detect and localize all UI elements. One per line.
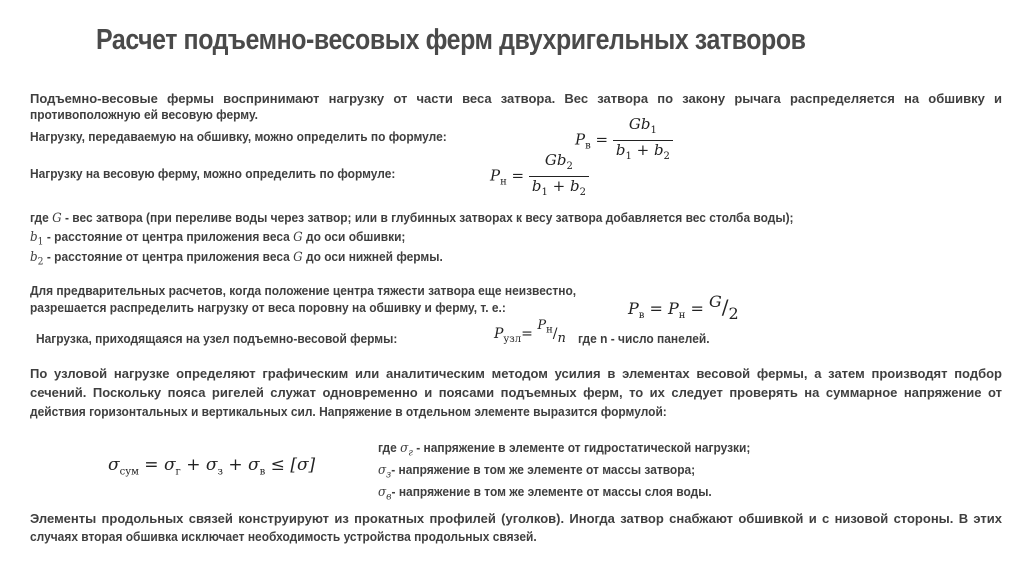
formula-sigma-sum: $\sigma_{сум} = \sigma_г + \sigma_з + \sigma_в \le [\sigma]$ [108,455,316,478]
intro-line-1: Подъемно-весовые фермы воспринимают нагрузку от части веса затвора. Вес затвора по закону рычага распределяется на обшивку и [30,91,1002,106]
formula-pv-caption: Нагрузку, передаваемую на обшивку, можно определить по формуле: [30,129,447,144]
sigma-z-definition: $\sigma_з-$ напряжение в том же элементе от массы затвора; [378,462,696,481]
stress-line-1: По узловой нагрузке определяют графическим или аналитическим методом усилия в элементах весовой фермы, а затем производят подбор [30,366,1002,381]
definition-g: где G - вес затвора (при переливе воды через затвор; или в глубинных затворах к весу затвора добавляется вес столба воды); [30,210,794,226]
bracing-line-2: случаях вторая обшивка исключает необходимость устройства продольных связей. [30,529,537,544]
formula-node: $P_{узл}= P_н/n$ [494,318,566,346]
formula-pn-caption: Нагрузку на весовую ферму, можно определить по формуле: [30,166,396,181]
page-title: Расчет подъемно-весовых ферм двухригельных затворов [96,24,806,56]
bracing-line-1: Элементы продольных связей конструируют из прокатных профилей (уголков). Иногда затвор снабжают обшивкой и с низовой стороны. В этих [30,511,1002,526]
prelim-line-1: Для предварительных расчетов, когда положение центра тяжести затвора еще неизвестно, [30,283,577,298]
stress-line-3: действия горизонтальных и вертикальных сил. Напряжение в отдельном элементе выразится формулой: [30,404,667,419]
formula-pv: $P_в$ = $\frac{Gb_1}{b_1 + b_2}$ [575,115,673,166]
sigma-r-definition: где $\sigma_г$ - напряжение в элементе от гидростатической нагрузки; [378,440,751,459]
formula-half: $P_в = P_н = G/2$ [628,292,739,323]
definition-b1: $b_1$ - расстояние от центра приложения веса G до оси обшивки; [30,229,406,248]
definition-b2: $b_2$ - расстояние от центра приложения веса G до оси нижней фермы. [30,249,443,268]
sigma-v-definition: $\sigma_в-$ напряжение в том же элементе от массы слоя воды. [378,484,712,503]
node-load-caption: Нагрузка, приходящаяся на узел подъемно-весовой фермы: [36,331,398,346]
panels-note: где n - число панелей. [578,331,710,346]
intro-line-2: противоположную ей весовую ферму. [30,107,258,122]
stress-line-2: сечений. Поскольку пояса ригелей служат одновременно и поясами подъемных ферм, то их следует проверять на суммарное напряжение от [30,385,1002,400]
formula-pn: $P_н$ = $\frac{Gb_2}{b_1 + b_2}$ [490,151,589,202]
prelim-line-2: разрешается распределить нагрузку от веса поровну на обшивку и ферму, т. е.: [30,300,506,315]
